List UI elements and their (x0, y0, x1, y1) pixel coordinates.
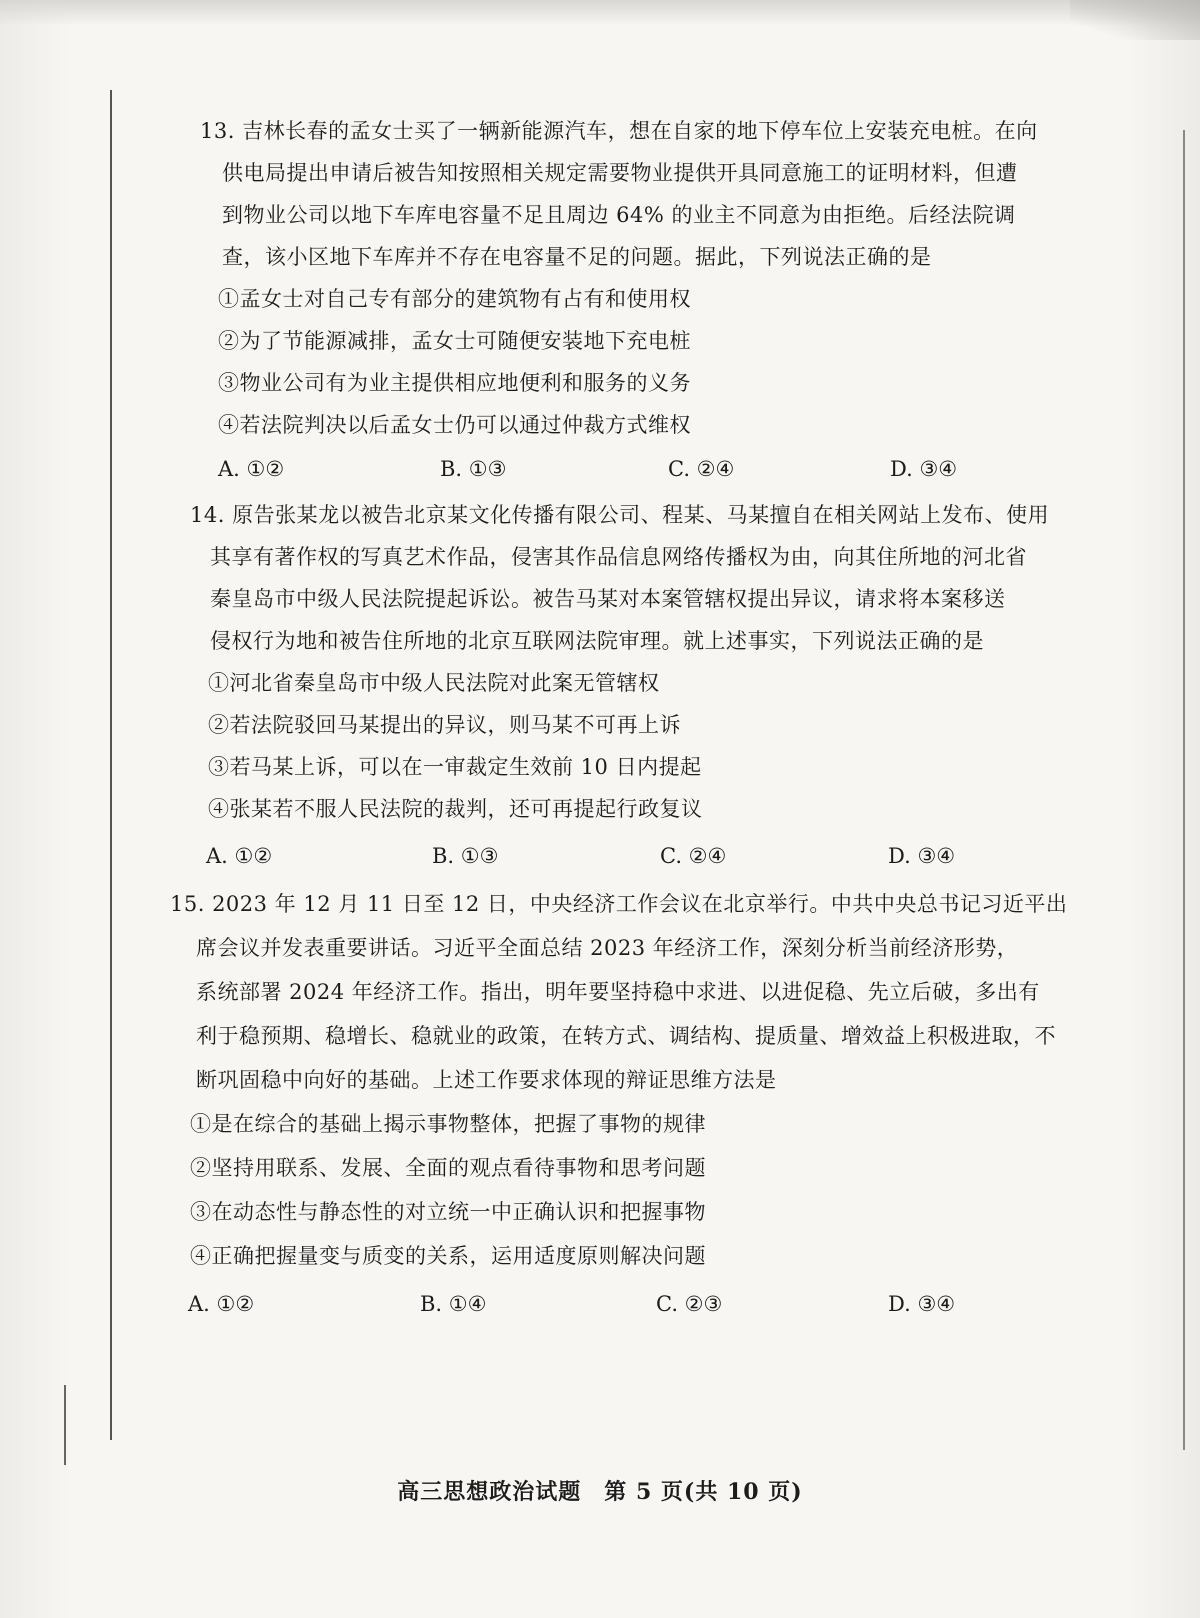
option-c: C. ②③ (656, 1292, 723, 1316)
question-stem-line: 14. 原告张某龙以被告北京某文化传播有限公司、程某、马某擅自在相关网站上发布、使用 (190, 503, 1050, 527)
question-stem-line: 15. 2023 年 12 月 11 日至 12 日，中央经济工作会议在北京举行。中共中央总书记习近平出 (170, 892, 1068, 916)
choice-item: ②坚持用联系、发展、全面的观点看待事物和思考问题 (190, 1156, 706, 1180)
question-stem-line: 侵权行为地和被告住所地的北京互联网法院审理。就上述事实，下列说法正确的是 (210, 629, 984, 653)
page-footer: 高三思想政治试题 第 5 页(共 10 页) (397, 1479, 803, 1505)
option-d: D. ③④ (888, 844, 956, 868)
question-stem-line: 断巩固稳中向好的基础。上述工作要求体现的辩证思维方法是 (196, 1068, 777, 1092)
scan-shadow (0, 0, 1200, 26)
option-c: C. ②④ (668, 457, 735, 481)
choice-item: ①孟女士对自己专有部分的建筑物有占有和使用权 (218, 287, 691, 311)
binding-line (110, 90, 112, 1440)
option-a: A. ①② (206, 844, 273, 868)
question-stem-line: 秦皇岛市中级人民法院提起诉讼。被告马某对本案管辖权提出异议，请求将本案移送 (210, 587, 1006, 611)
question-stem-line: 查，该小区地下车库并不存在电容量不足的问题。据此，下列说法正确的是 (222, 245, 932, 269)
option-d: D. ③④ (890, 457, 958, 481)
question-stem-line: 席会议并发表重要讲话。习近平全面总结 2023 年经济工作，深刻分析当前经济形势， (196, 936, 1019, 960)
option-a: A. ①② (218, 457, 285, 481)
page-corner (1070, 0, 1200, 40)
option-c: C. ②④ (660, 844, 727, 868)
option-d: D. ③④ (888, 1292, 956, 1316)
choice-item: ①河北省秦皇岛市中级人民法院对此案无管辖权 (208, 671, 660, 695)
option-a: A. ①② (188, 1292, 255, 1316)
choice-item: ③在动态性与静态性的对立统一中正确认识和把握事物 (190, 1200, 706, 1224)
option-b: B. ①③ (432, 844, 499, 868)
option-b: B. ①③ (440, 457, 507, 481)
question-stem-line: 供电局提出申请后被告知按照相关规定需要物业提供开具同意施工的证明材料，但遭 (222, 161, 1018, 185)
choice-item: ②若法院驳回马某提出的异议，则马某不可再上诉 (208, 713, 681, 737)
binding-line-lower (64, 1385, 66, 1465)
option-b: B. ①④ (420, 1292, 487, 1316)
question-stem-line: 利于稳预期、稳增长、稳就业的政策，在转方式、调结构、提质量、增效益上积极进取，不 (196, 1024, 1056, 1048)
choice-item: ①是在综合的基础上揭示事物整体，把握了事物的规律 (190, 1112, 706, 1136)
choice-item: ④张某若不服人民法院的裁判，还可再提起行政复议 (208, 797, 703, 821)
question-stem-line: 13. 吉林长春的孟女士买了一辆新能源汽车，想在自家的地下停车位上安装充电桩。在向 (200, 119, 1038, 143)
choice-item: ③物业公司有为业主提供相应地便利和服务的义务 (218, 371, 691, 395)
question-stem-line: 到物业公司以地下车库电容量不足且周边 64% 的业主不同意为由拒绝。后经法院调 (222, 203, 1016, 227)
choice-item: ④若法院判决以后孟女士仍可以通过仲裁方式维权 (218, 413, 691, 437)
question-stem-line: 系统部署 2024 年经济工作。指出，明年要坚持稳中求进、以进促稳、先立后破，多出有 (196, 980, 1040, 1004)
choice-item: ②为了节能源减排，孟女士可随便安装地下充电桩 (218, 329, 691, 353)
choice-item: ③若马某上诉，可以在一审裁定生效前 10 日内提起 (208, 755, 702, 779)
choice-item: ④正确把握量变与质变的关系，运用适度原则解决问题 (190, 1244, 706, 1268)
right-border-line (1183, 130, 1185, 1450)
question-stem-line: 其享有著作权的写真艺术作品，侵害其作品信息网络传播权为由，向其住所地的河北省 (210, 545, 1027, 569)
